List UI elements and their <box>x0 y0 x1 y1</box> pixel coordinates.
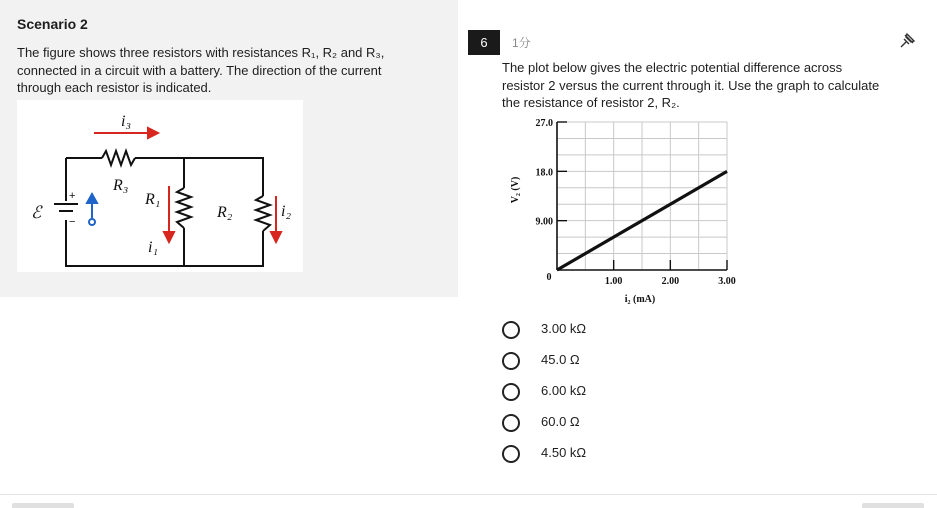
origin-label: 0 <box>546 272 552 283</box>
answer-option-5[interactable] <box>502 442 702 466</box>
scenario-line-1: The figure shows three resistors with resistances R₁, R₂ and R₃, <box>17 45 385 60</box>
resistor-label-r2: R₂ <box>217 204 233 221</box>
battery-terminal <box>89 219 95 225</box>
current-label-i3: i₃ <box>121 113 132 130</box>
question-line-2: resistor 2 versus the current through it. Use the graph to calculate <box>502 77 880 93</box>
x-axis-label: i₂ (mA) <box>624 294 656 305</box>
radio-button[interactable] <box>502 414 520 432</box>
circuit-resistor-r2 <box>256 196 270 231</box>
question-line-1: The plot below gives the electric potential difference across <box>502 60 843 75</box>
resistor-label-r1: R₁ <box>145 191 161 208</box>
x-tick-label: 2.00 <box>661 276 680 287</box>
circuit-wire-loop <box>66 158 263 266</box>
radio-button[interactable] <box>502 383 520 401</box>
option-label: 45.0 Ω <box>541 352 580 367</box>
circuit-figure <box>17 100 303 272</box>
footer-divider <box>0 494 937 495</box>
option-label: 60.0 Ω <box>541 414 580 429</box>
radio-button[interactable] <box>502 352 520 370</box>
answer-option-3[interactable] <box>502 380 702 404</box>
current-label-i2: i₂ <box>281 203 292 220</box>
battery-minus: − <box>69 216 76 228</box>
scenario-line-2: connected in a circuit with a battery. The direction of the current <box>17 62 382 78</box>
answer-option-2[interactable] <box>502 349 702 373</box>
y-tick-label: 9.00 <box>535 216 553 228</box>
option-label: 3.00 kΩ <box>541 321 587 336</box>
scenario-panel <box>0 0 458 297</box>
x-tick-label: 1.00 <box>604 276 623 287</box>
footer-tab-left[interactable] <box>12 503 74 508</box>
current-arrow-i1-head <box>164 232 174 242</box>
scenario-title: Scenario 2 <box>17 16 88 32</box>
current-arrow-i3-head <box>148 128 158 138</box>
answer-option-4[interactable] <box>502 411 702 435</box>
question-number-badge: 6 <box>468 30 500 55</box>
pin-icon[interactable] <box>897 31 917 51</box>
footer-tab-right[interactable] <box>862 503 924 508</box>
y-axis-label: V₂ (V) <box>510 176 521 204</box>
v2-vs-i2-graph <box>500 112 750 312</box>
current-label-i1: i₁ <box>148 239 159 256</box>
y-tick-label: 27.0 <box>535 118 553 129</box>
radio-button[interactable] <box>502 321 520 339</box>
question-points: 1分 <box>512 36 531 50</box>
circuit-resistor-r3 <box>102 151 135 165</box>
radio-button[interactable] <box>502 445 520 463</box>
circuit-resistor-r1 <box>177 188 191 228</box>
scenario-line-3: through each resistor is indicated. <box>17 80 212 95</box>
option-label: 6.00 kΩ <box>541 383 587 398</box>
chart-svg <box>500 112 750 312</box>
battery-plus: + <box>69 190 76 202</box>
answer-option-1[interactable] <box>502 318 702 342</box>
emf-label: ℰ <box>31 203 42 222</box>
circuit-diagram <box>17 100 303 272</box>
resistor-label-r3: R₃ <box>113 177 129 194</box>
scenario-description <box>17 44 437 97</box>
question-line-3: the resistance of resistor 2, R₂. <box>502 95 680 110</box>
current-arrow-i2-head <box>271 232 281 242</box>
y-tick-label: 18.0 <box>535 167 553 179</box>
option-label: 4.50 kΩ <box>541 445 587 460</box>
x-tick-label: 3.00 <box>718 276 736 287</box>
battery-current-arrow-head <box>87 194 97 203</box>
question-text <box>502 59 922 112</box>
